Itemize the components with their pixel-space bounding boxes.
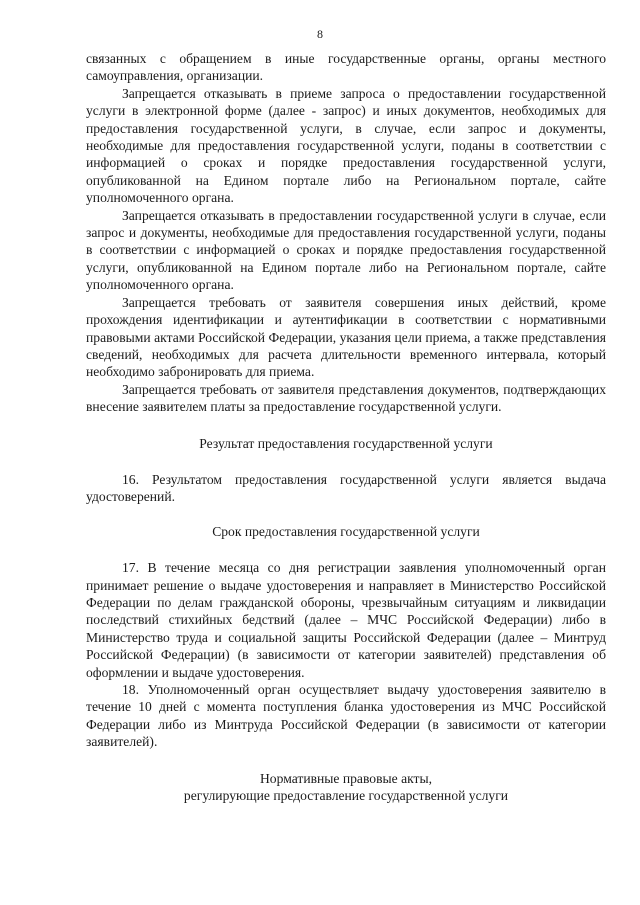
paragraph-other-actions: Запрещается требовать от заявителя совершения иных действий, кроме прохождения идентификации и аутентификации в соответствии с нормативными правовыми актами Российской Федерации, указания цели приема, а также представления сведений, необходимых для расчета длительности временного интервала, который необходимо забронировать для приема. [86, 294, 606, 380]
paragraph-payment-documents: Запрещается требовать от заявителя представления документов, подтверждающих внесение заявителем платы за предоставление государственной услуги. [86, 381, 606, 415]
section-heading-term: Срок предоставления государственной услуги [212, 523, 480, 539]
section-heading-result: Результат предоставления государственной услуги [199, 435, 493, 451]
paragraph-16: 16. Результатом предоставления государственной услуги является выдача удостоверений. [86, 471, 606, 505]
paragraph-refusal-service: Запрещается отказывать в предоставлении государственной услуги в случае, если запрос и документы, необходимые для предоставления государственной услуги, поданы в соответствии с информацией о сроках и порядке предоставления государственной услуги, опубликованной на Едином портале либо на Региональном портале, сайте уполномоченного органа. [86, 207, 606, 293]
section-heading-acts-line-2: регулирующие предоставление государственной услуги [183, 788, 509, 804]
paragraph-continuation: связанных с обращением в иные государственные органы, органы местного самоуправления, организации. [86, 51, 606, 84]
paragraph-18: 18. Уполномоченный орган осуществляет выдачу удостоверения заявителю в течение 10 дней с момента поступления бланка удостоверения из МЧС Российской Федерации либо из Минтруда Российской Федерации (в зависимости от категории заявителей). [86, 682, 606, 750]
paragraph-refusal-electronic-request: Запрещается отказывать в приеме запроса о предоставлении государственной услуги в электронной форме (далее - запрос) и иных документов, необходимых для предоставления государственной услуги, в случае, если запрос и документы, необходимые для предоставления государственной услуги, поданы в соответствии с информацией о сроках и порядке предоставления государственной услуги, опубликованной на Едином портале либо на Региональном портале, сайте уполномоченного органа. [86, 85, 606, 206]
page-number: 8 [317, 27, 323, 41]
paragraph-17: 17. В течение месяца со дня регистрации заявления уполномоченный орган принимает решение о выдаче удостоверения и направляет в Министерство Российской Федерации по делам гражданской обороны, чрезвычайным ситуациям и ликвидации последствий стихийных бедствий (далее – МЧС Российской Федерации) либо в Министерство труда и социальной защиты Российской Федерации (далее – Минтруд Российской Федерации) (в зависимости от категории заявителей) представления об оформлении и выдаче удостоверения. [86, 560, 606, 680]
section-heading-acts-line-1: Нормативные правовые акты, [259, 770, 432, 786]
document-body [86, 50, 606, 804]
